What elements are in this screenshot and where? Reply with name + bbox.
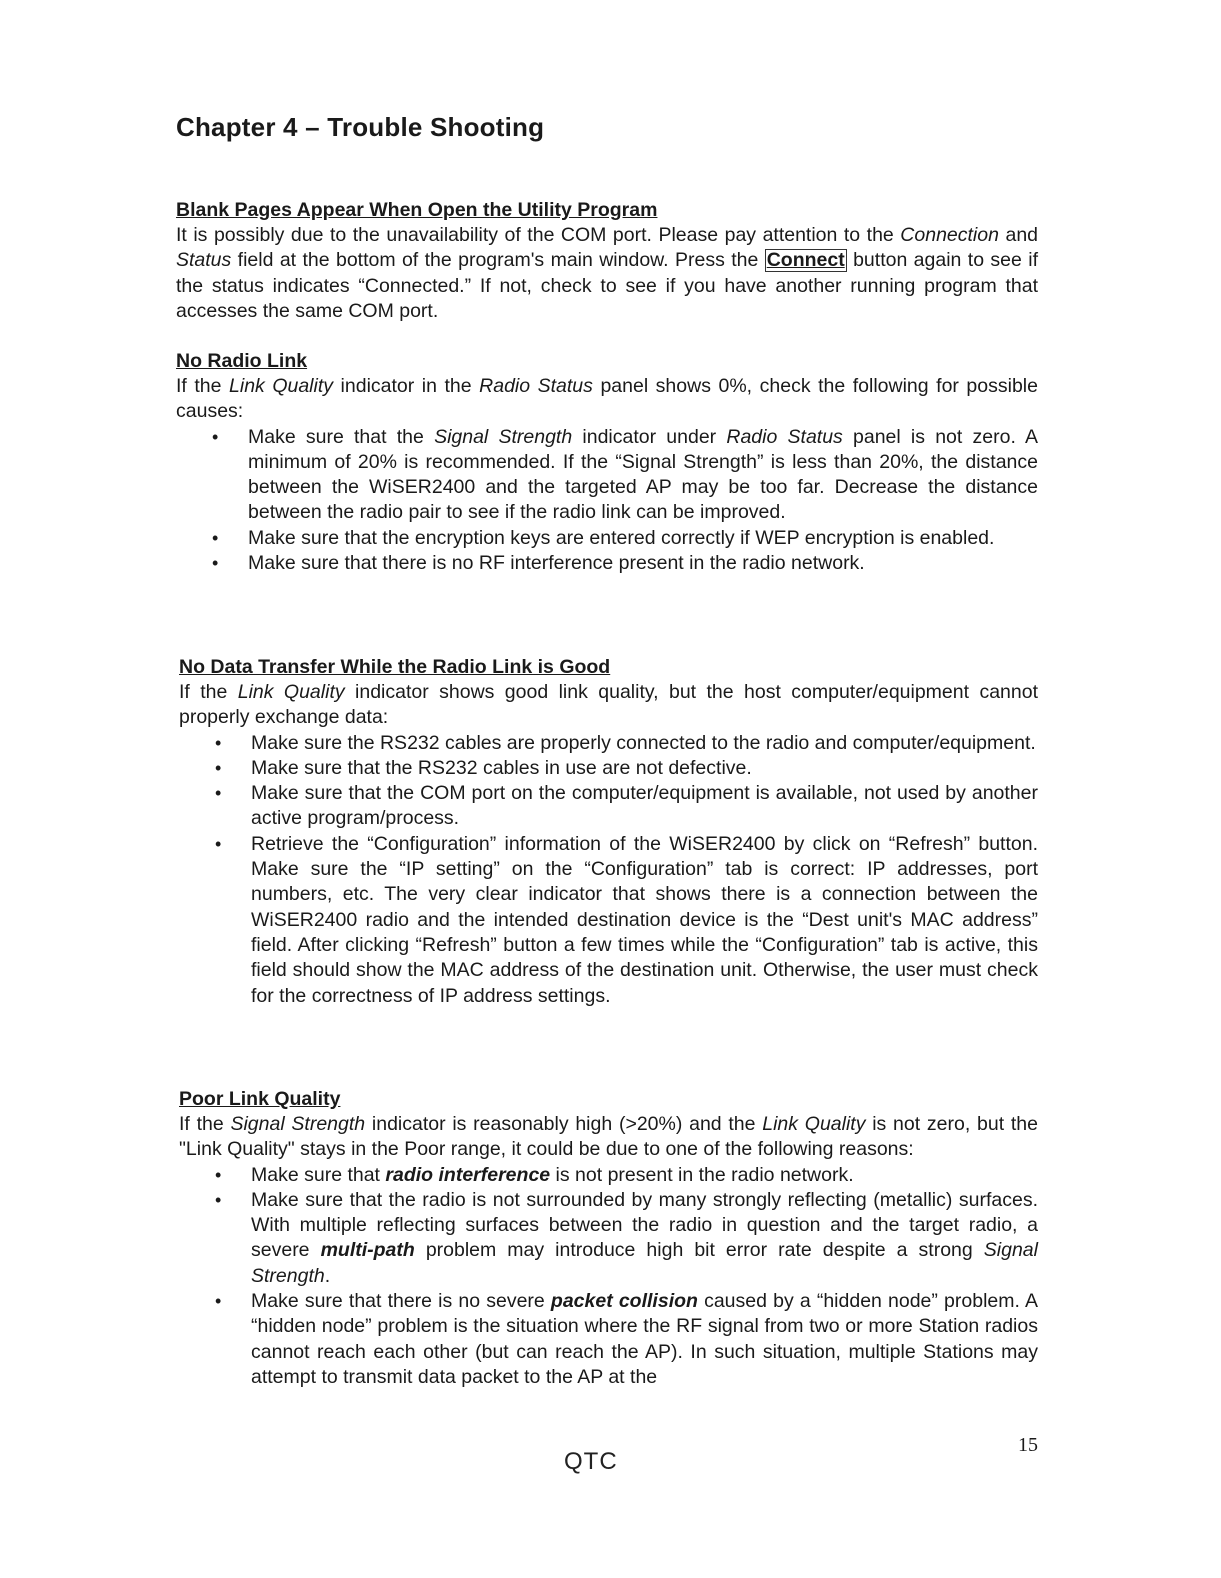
bullet-icon: • — [215, 1164, 222, 1185]
section-no-data-transfer — [179, 655, 1038, 1009]
paragraph: It is possibly due to the unavailability of the COM port. Please pay attention to the Connection and Status field at the bottom of the program's main window. Press the Connect button again to see if the status indicates “Connected.” If not, check to see if you have another running program that accesses the same COM port. — [176, 224, 1039, 322]
list-item: • Make sure that the radio is not surrounded by many strongly reflecting (metallic) surfaces. With multiple reflecting surfaces between the radio in question and the target radio, a severe multi-path problem may introduce high bit error rate despite a strong Signal Strength. — [215, 1188, 1038, 1287]
list-item: • Make sure that the COM port on the computer/equipment is available, not used by another active program/process. — [215, 782, 1038, 830]
section-poor-link-quality — [179, 1087, 1038, 1390]
bullet-list — [179, 1163, 1038, 1391]
list-item: • Make sure the RS232 cables are properly connected to the radio and computer/equipment. — [179, 731, 1038, 756]
list-item: • Make sure that there is no severe packet collision caused by a “hidden node” problem. A “hidden node” problem is the situation where the RF signal from two or more Station radios cannot reach each other (but can reach the AP). In such situation, multiple Stations may attempt to transmit data packet to the AP at the — [215, 1290, 1038, 1388]
list-item: • Make sure that the encryption keys are entered correctly if WEP encryption is enabled. — [176, 526, 1038, 551]
section-blank-pages — [176, 198, 1038, 324]
section-heading: Poor Link Quality — [179, 1088, 341, 1110]
list-item: • Make sure that the Signal Strength indicator under Radio Status panel is not zero. A minimum of 20% is recommended. If the “Signal Strength” is less than 20%, the distance between the WiSER2400 and the targeted AP may be too far. Decrease the distance between the radio pair to see if the radio link can be improved. — [212, 425, 1038, 524]
paragraph: If the Signal Strength indicator is reasonably high (>20%) and the Link Quality is not zero, but the "Link Quality" stays in the Poor range, it could be due to one of the following reasons: — [179, 1113, 1038, 1161]
qtc-logo: QTC — [564, 1448, 618, 1475]
bullet-icon: • — [215, 1189, 222, 1210]
bullet-icon: • — [212, 553, 219, 574]
page-number: 15 — [1018, 1434, 1038, 1456]
bullet-list — [179, 731, 1038, 1009]
bullet-icon: • — [215, 757, 222, 778]
bullet-list — [176, 425, 1038, 577]
bullet-icon: • — [215, 732, 222, 753]
connect-button-reference: Connect — [766, 249, 845, 272]
list-item: • Retrieve the “Configuration” information of the WiSER2400 by click on “Refresh” button. Make sure the “IP setting” on the “Configuration” tab is correct: IP addresses, port numbers, etc. The very clear indicator that shows there is a connection between the WiSER2400 radio and the intended destination device is the “Dest unit's MAC address” field. After clicking “Refresh” button a few times while the “Configuration” tab is active, this field should show the MAC address of the destination unit. Otherwise, the user must check for the correctness of IP address settings. — [215, 832, 1038, 1007]
chapter-title: Chapter 4 – Trouble Shooting — [176, 112, 545, 142]
bullet-icon: • — [212, 426, 219, 447]
section-heading: No Radio Link — [176, 350, 308, 372]
section-no-radio-link — [176, 349, 1038, 576]
bullet-icon: • — [215, 833, 222, 854]
section-heading: No Data Transfer While the Radio Link is Good — [179, 656, 611, 678]
paragraph: If the Link Quality indicator in the Radio Status panel shows 0%, check the following for possible causes: — [176, 375, 1038, 423]
section-heading: Blank Pages Appear When Open the Utility Program — [176, 199, 658, 221]
bullet-icon: • — [215, 783, 222, 804]
list-item: • Make sure that there is no RF interference present in the radio network. — [176, 551, 1038, 576]
paragraph: If the Link Quality indicator shows good link quality, but the host computer/equipment cannot properly exchange data: — [179, 681, 1038, 729]
list-item: • Make sure that radio interference is not present in the radio network. — [179, 1163, 1038, 1188]
bullet-icon: • — [215, 1291, 222, 1312]
bullet-icon: • — [212, 527, 219, 548]
list-item: • Make sure that the RS232 cables in use are not defective. — [179, 756, 1038, 781]
